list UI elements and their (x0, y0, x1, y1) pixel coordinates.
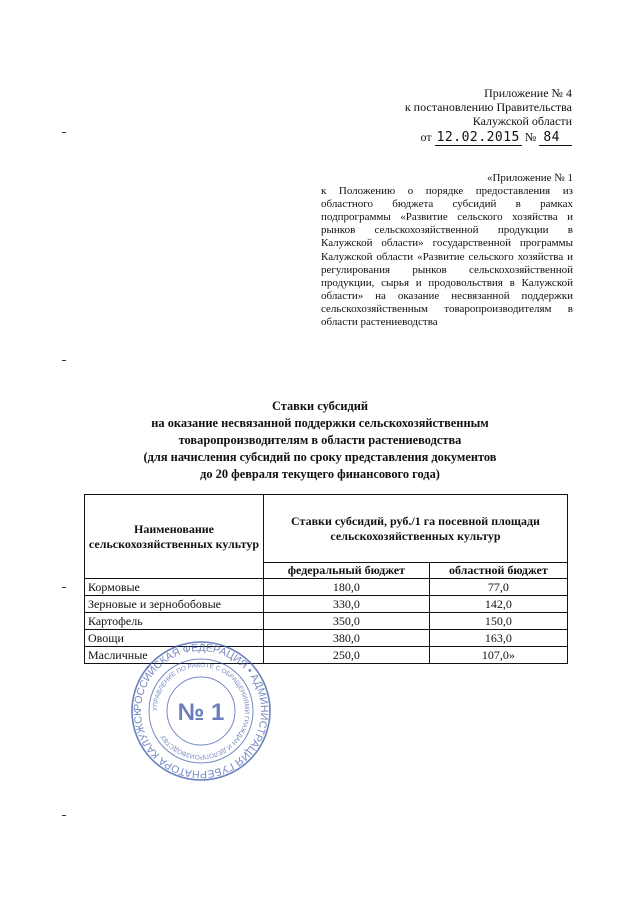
crop-name: Кормовые (85, 579, 264, 596)
appendix-decree: к постановлению Правительства (404, 100, 572, 114)
margin-tick (62, 815, 66, 816)
stamp-outer-text: РОССИЙСКАЯ ФЕДЕРАЦИЯ • АДМИНИСТРАЦИЯ ГУБЕРНАТОРА КАЛУЖСК (131, 641, 271, 781)
regional-rate: 107,0» (429, 647, 567, 664)
title-line-1: Ставки субсидий (271, 399, 369, 413)
stamp-inner-text: УПРАВЛЕНИЕ ПО РАБОТЕ С ОБРАЩЕНИЯМИ ГРАЖДАН И ДЕЛОПРОИЗВОДСТВУ (151, 661, 251, 761)
header-subsidy-rate: Ставки субсидий, руб./1 га посевной площади сельскохозяйственных культур (264, 495, 568, 563)
date-prefix: от (420, 130, 432, 144)
table-header-row (85, 495, 568, 563)
crop-name: Масличные (85, 647, 264, 664)
appendix-region: Калужской области (472, 114, 572, 128)
regional-rate: 77,0 (429, 579, 567, 596)
regional-rate: 163,0 (429, 630, 567, 647)
stamp-seal-icon (130, 640, 272, 782)
title-line-4: (для начисления субсидий по сроку представления документов (143, 450, 497, 464)
crop-name: Картофель (85, 613, 264, 630)
official-stamp (130, 640, 272, 782)
rates-table (84, 494, 568, 664)
margin-tick (62, 587, 66, 588)
federal-rate: 380,0 (264, 630, 430, 647)
crop-name: Овощи (85, 630, 264, 647)
header-regional-budget: областной бюджет (429, 563, 567, 579)
crop-name: Зерновые и зернобобовые (85, 596, 264, 613)
reference-appendix-number: «Приложение № 1 (486, 172, 573, 184)
reference-block (321, 172, 573, 329)
title-line-2: на оказание несвязанной поддержки сельскохозяйственным (151, 416, 489, 430)
table-row (85, 596, 568, 613)
appendix-number: Приложение № 4 (484, 86, 572, 100)
table-row (85, 579, 568, 596)
federal-rate: 350,0 (264, 613, 430, 630)
regional-rate: 142,0 (429, 596, 567, 613)
margin-tick (62, 360, 66, 361)
federal-rate: 330,0 (264, 596, 430, 613)
number-prefix: № (524, 130, 537, 144)
header-crop-name: Наименование сельскохозяйственных культур (85, 495, 264, 579)
regional-rate: 150,0 (429, 613, 567, 630)
appendix-header (360, 86, 572, 145)
federal-rate: 180,0 (264, 579, 430, 596)
document-title (90, 398, 550, 483)
margin-tick (62, 132, 66, 133)
title-line-3: товаропроизводителям в области растениеводства (178, 433, 462, 447)
stamp-center-number: № 1 (177, 699, 225, 726)
reference-text: к Положению о порядке предоставления из областного бюджета субсидий в рамках подпрограммы «Развитие сельского хозяйства и рынков сельскохозяйственной продукции в Калужской области» государственной программы Калужской области «Развитие сельского хозяйства и регулирования рынков сельскохозяйственной продукции, сырья и продовольствия в Калужской области» на оказание несвязанной поддержки сельскохозяйственным товаропроизводителям в области растениеводства (321, 185, 573, 329)
decree-number: 84 (539, 130, 572, 146)
decree-date: 12.02.2015 (436, 130, 520, 145)
title-line-5: до 20 февраля текущего финансового года) (200, 467, 440, 481)
header-federal-budget: федеральный бюджет (264, 563, 430, 579)
federal-rate: 250,0 (264, 647, 430, 664)
decree-date-line (360, 130, 572, 145)
table-row (85, 613, 568, 630)
